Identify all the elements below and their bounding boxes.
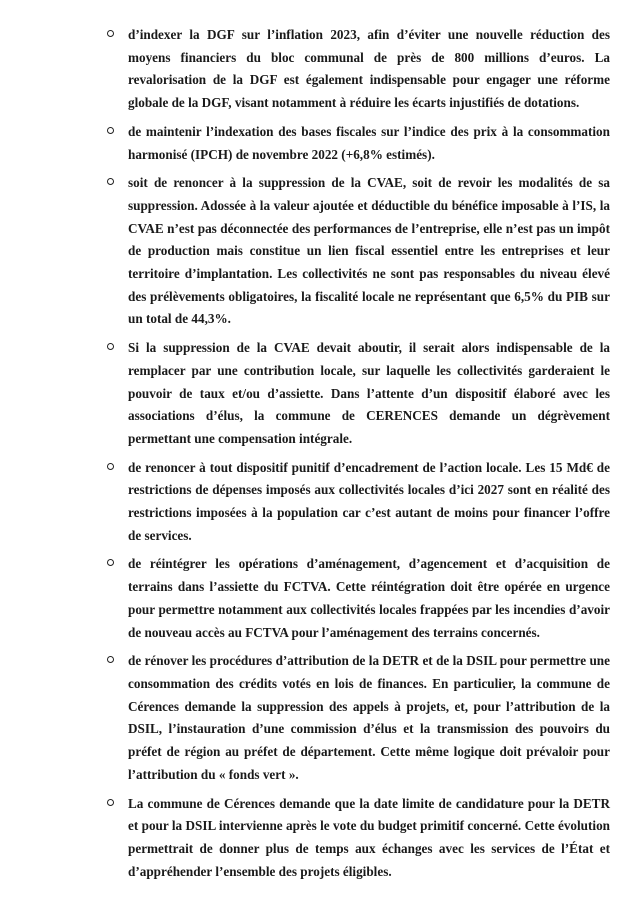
demands-list xyxy=(128,24,610,889)
list-item xyxy=(128,24,610,115)
list-item xyxy=(128,121,610,166)
list-item-text: de renoncer à tout dispositif punitif d’encadrement de l’action locale. Les 15 Md€ de restrictions de dépenses imposés aux collectivités locales d’ici 2027 sont en réalité des restrictions imposées à la population car c’est autant de moins pour financer l’offre de services. xyxy=(128,459,610,543)
list-item xyxy=(128,337,610,451)
list-item-text: Si la suppression de la CVAE devait aboutir, il serait alors indispensable de la remplacer par une contribution locale, sur laquelle les collectivités garderaient le pouvoir de taux et/ou d’assiette. Dans l’attente d’un dispositif élaboré avec les associations d’élus, la commune de CERENCES demande un dégrèvement permettant une compensation intégrale. xyxy=(128,340,610,446)
circle-bullet-icon xyxy=(107,656,114,663)
list-item xyxy=(128,172,610,331)
list-item xyxy=(128,457,610,548)
circle-bullet-icon xyxy=(107,799,114,806)
list-item-text: de réintégrer les opérations d’aménagement, d’agencement et d’acquisition de terrains dans l’assiette du FCTVA. Cette réintégration doit être opérée en urgence pour permettre notamment aux collectivités locales frappées par les incendies d’avoir de nouveau accès au FCTVA pour l’aménagement des terrains concernés. xyxy=(128,556,610,640)
list-item-text: de maintenir l’indexation des bases fiscales sur l’indice des prix à la consommation harmonisé (IPCH) de novembre 2022 (+6,8% estimés). xyxy=(128,123,610,162)
list-item-text: La commune de Cérences demande que la date limite de candidature pour la DETR et pour la DSIL intervienne après le vote du budget primitif concerné. Cette évolution permettrait de donner plus de temps aux échanges avec les services de l’État et d’appréhender l’ensemble des projets éligibles. xyxy=(128,795,610,879)
list-item-text: d’indexer la DGF sur l’inflation 2023, afin d’éviter une nouvelle réduction des moyens financiers du bloc communal de près de 800 millions d’euros. La revalorisation de la DGF est également indispensable pour engager une réforme globale de la DGF, visant notamment à réduire les écarts injustifiés de dotations. xyxy=(128,27,610,111)
circle-bullet-icon xyxy=(107,559,114,566)
list-item xyxy=(128,553,610,644)
circle-bullet-icon xyxy=(107,30,114,37)
list-item xyxy=(128,793,610,884)
circle-bullet-icon xyxy=(107,463,114,470)
list-item-text: de rénover les procédures d’attribution de la DETR et de la DSIL pour permettre une consommation des crédits votés en lois de finances. En particulier, la commune de Cérences demande la suppression des appels à projets, et, pour l’attribution de la DSIL, l’instauration d’une commission d’élus et la transmission des pouvoirs du préfet de région au préfet de département. Cette même logique doit prévaloir pour l’attribution du « fonds vert ». xyxy=(128,653,610,782)
circle-bullet-icon xyxy=(107,178,114,185)
list-item xyxy=(128,650,610,786)
circle-bullet-icon xyxy=(107,127,114,134)
list-item-text: soit de renoncer à la suppression de la CVAE, soit de revoir les modalités de sa suppression. Adossée à la valeur ajoutée et déductible du bénéfice imposable à l’IS, la CVAE n’est pas déconnectée des performances de l’entreprise, elle n’est pas un impôt de production mais constitue un lien fiscal essentiel entre les entreprises et leur territoire d’implantation. Les collectivités ne sont pas responsables du niveau élevé des prélèvements obligatoires, la fiscalité locale ne représentant que 6,5% du PIB sur un total de 44,3%. xyxy=(128,175,610,327)
circle-bullet-icon xyxy=(107,343,114,350)
